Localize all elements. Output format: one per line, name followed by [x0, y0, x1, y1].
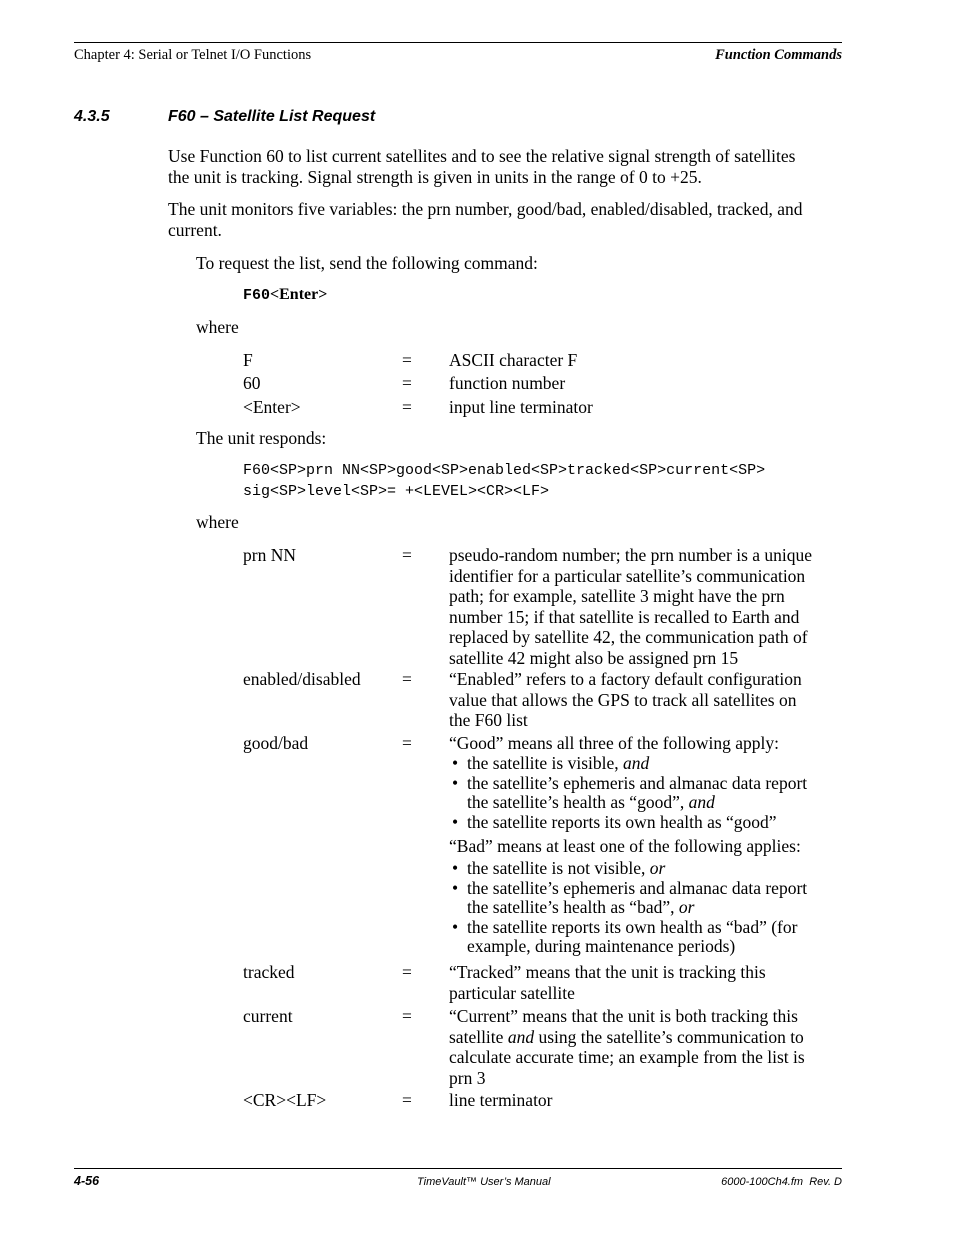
- def-current-em: and: [507, 1026, 535, 1047]
- response-format: [243, 460, 765, 502]
- bad-bullet-2: [449, 879, 844, 918]
- bad-bullet-2-line2: the satellite’s health as “bad”,: [467, 897, 679, 917]
- def-enabled-line: “Enabled” refers to a factory default configuration: [449, 669, 802, 689]
- intro-p2-line2: current.: [168, 220, 222, 240]
- good-bullet-list: [449, 754, 844, 832]
- good-bullet-2-em: and: [688, 792, 715, 812]
- good-bullet-2-line1: the satellite’s ephemeris and almanac data report: [467, 772, 808, 793]
- good-bullet-2-line2: the satellite’s health as “good”,: [467, 792, 689, 812]
- eq-prn: =: [402, 545, 412, 565]
- def-current-text: satellite: [449, 1026, 508, 1047]
- def-enabled: [449, 669, 844, 731]
- term-tracked: tracked: [243, 962, 295, 982]
- command-enter: <Enter>: [270, 286, 328, 303]
- eq-crlf: =: [402, 1090, 412, 1110]
- section-number: 4.3.5: [74, 108, 110, 125]
- good-bullet-1-em: and: [623, 753, 650, 773]
- intro-p1-line2: the unit is tracking. Signal strength is given in units in the range of 0 to +25.: [168, 167, 702, 187]
- request-text: To request the list, send the following command:: [196, 253, 538, 273]
- bad-bullet-1-em: or: [649, 858, 666, 878]
- footer-page-number: 4-56: [74, 1174, 100, 1188]
- bad-bullet-2-line1: the satellite’s ephemeris and almanac data report: [467, 877, 808, 898]
- def-60: function number: [449, 373, 566, 393]
- good-bullet-1-text: the satellite is visible,: [467, 753, 624, 773]
- def-prn: [449, 545, 844, 668]
- term-prn: prn NN: [243, 545, 296, 565]
- bad-bullet-1-text: the satellite is not visible,: [467, 858, 650, 878]
- term-enter: <Enter>: [243, 397, 301, 417]
- term-current: current: [243, 1006, 293, 1026]
- bad-intro: “Bad” means at least one of the following applies:: [449, 836, 801, 856]
- term-goodbad: good/bad: [243, 733, 309, 753]
- header-rule: [74, 42, 842, 43]
- bad-bullet-3-line1: the satellite reports its own health as “bad” (for: [467, 916, 798, 937]
- intro-paragraph-2: [168, 199, 802, 241]
- def-tracked: [449, 962, 844, 1003]
- def-current-line: calculate accurate time; an example from the list is: [449, 1047, 805, 1067]
- def-enter: input line terminator: [449, 397, 593, 417]
- eq-enter: =: [402, 397, 412, 417]
- bad-bullet-1: [449, 859, 844, 879]
- good-bullet-2: [449, 774, 844, 813]
- header-chapter: Chapter 4: Serial or Telnet I/O Functions: [74, 47, 312, 63]
- eq-goodbad: =: [402, 733, 412, 753]
- term-60: 60: [243, 373, 261, 393]
- intro-p1-line1: Use Function 60 to list current satellites and to see the relative signal strength of satellites: [168, 146, 796, 166]
- footer-manual-title: TimeVault™ User’s Manual: [417, 1176, 551, 1188]
- where-label-1: where: [196, 317, 239, 337]
- eq-current: =: [402, 1006, 412, 1026]
- response-line-1: F60<SP>prn NN<SP>good<SP>enabled<SP>tracked<SP>current<SP>: [243, 462, 766, 479]
- def-enabled-line: the F60 list: [449, 710, 528, 730]
- def-prn-line: number 15; if that satellite is recalled to Earth and: [449, 606, 800, 627]
- term-enabled: enabled/disabled: [243, 669, 361, 689]
- eq-tracked: =: [402, 962, 412, 982]
- def-prn-line: replaced by satellite 42, the communication path of: [449, 627, 808, 647]
- good-intro: “Good” means all three of the following apply:: [449, 733, 779, 753]
- command-example: [243, 286, 327, 304]
- bad-bullet-3: [449, 918, 844, 957]
- response-intro: The unit responds:: [196, 428, 327, 448]
- def-enabled-line: value that allows the GPS to track all satellites on: [449, 689, 797, 710]
- bad-bullet-list: [449, 859, 844, 957]
- where-label-2: where: [196, 512, 239, 532]
- section-title: F60 – Satellite List Request: [168, 108, 376, 125]
- def-prn-line: identifier for a particular satellite’s communication: [449, 565, 806, 586]
- def-goodbad: [449, 733, 844, 957]
- footer-rule: [74, 1168, 842, 1169]
- response-line-2: sig<SP>level<SP>= +<LEVEL><CR><LF>: [243, 483, 550, 500]
- good-bullet-3: • the satellite reports its own health as “good”: [449, 813, 844, 833]
- def-current-line: [449, 1027, 844, 1048]
- def-current-line: “Current” means that the unit is both tracking this: [449, 1006, 798, 1026]
- intro-paragraph-1: [168, 146, 795, 188]
- def-prn-line: path; for example, satellite 3 might have the prn: [449, 586, 785, 606]
- def-current-line: prn 3: [449, 1067, 486, 1088]
- term-f: F: [243, 350, 253, 370]
- def-tracked-line: particular satellite: [449, 982, 575, 1003]
- def-current-text: using the satellite’s communication to: [534, 1026, 804, 1047]
- good-bullet-1: [449, 754, 844, 774]
- footer-file-rev: 6000-100Ch4.fm Rev. D: [721, 1176, 842, 1188]
- eq-60: =: [402, 373, 412, 393]
- def-crlf: line terminator: [449, 1090, 553, 1110]
- header-section: Function Commands: [715, 47, 842, 63]
- bad-bullet-3-line2: example, during maintenance periods): [467, 936, 736, 956]
- def-tracked-line: “Tracked” means that the unit is tracking this: [449, 962, 766, 982]
- command-code: F60: [243, 287, 271, 304]
- bad-bullet-2-em: or: [678, 897, 695, 917]
- def-f: ASCII character F: [449, 350, 578, 370]
- def-prn-line: pseudo-random number; the prn number is a unique: [449, 545, 813, 565]
- term-crlf: <CR><LF>: [243, 1090, 327, 1110]
- eq-enabled: =: [402, 669, 412, 689]
- def-current: [449, 1006, 844, 1088]
- intro-p2-line1: The unit monitors five variables: the prn number, good/bad, enabled/disabled, tracked, and: [168, 199, 803, 219]
- eq-f: =: [402, 350, 412, 370]
- def-prn-line: satellite 42 might also be assigned prn 15: [449, 647, 739, 668]
